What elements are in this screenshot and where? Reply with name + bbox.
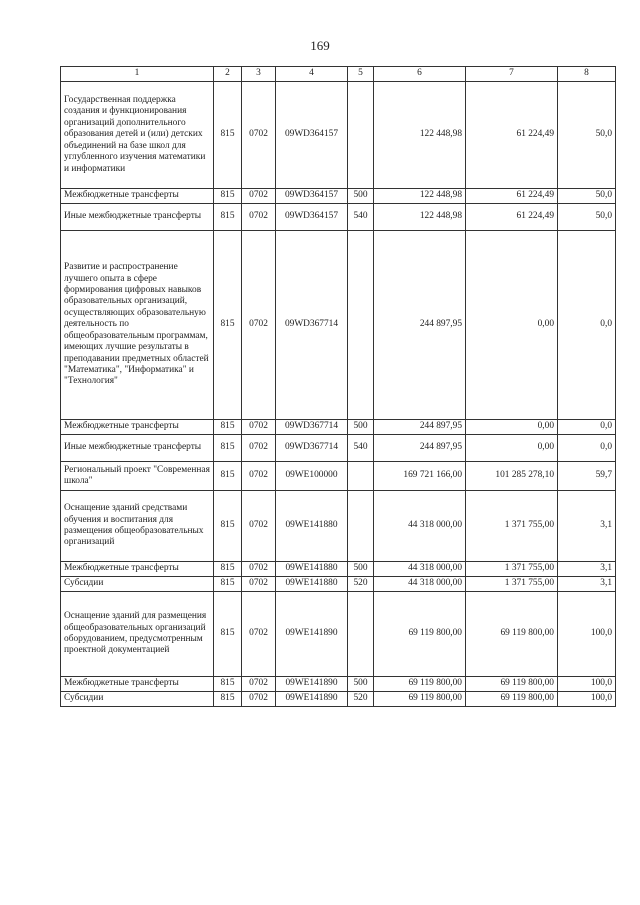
row-col6: 44 318 000,00	[374, 491, 466, 562]
row-col7: 61 224,49	[466, 82, 558, 189]
column-header-1: 1	[61, 67, 214, 82]
row-name: Иные межбюджетные трансферты	[61, 204, 214, 231]
table-row	[61, 577, 616, 592]
page-number: 169	[310, 38, 330, 53]
row-name: Государственная поддержка создания и функционирования организаций дополнительного образования детей и (или) детских объединений на базе школ для углубленного изучения математики и информатики	[61, 82, 214, 189]
row-col7: 61 224,49	[466, 204, 558, 231]
row-col8: 3,1	[558, 491, 616, 562]
row-col6: 244 897,95	[374, 231, 466, 420]
row-col4: 09WD364157	[276, 82, 348, 189]
row-col4: 09WD364157	[276, 204, 348, 231]
row-col8: 0,0	[558, 231, 616, 420]
row-col2: 815	[214, 204, 242, 231]
row-col6: 69 119 800,00	[374, 677, 466, 692]
row-col4: 09WE141890	[276, 592, 348, 677]
row-col8: 0,0	[558, 435, 616, 462]
row-col3: 0702	[242, 562, 276, 577]
row-col7: 1 371 755,00	[466, 577, 558, 592]
row-col5: 540	[348, 204, 374, 231]
row-col4: 09WE141890	[276, 692, 348, 707]
row-col5: 500	[348, 420, 374, 435]
row-col2: 815	[214, 562, 242, 577]
row-col6: 122 448,98	[374, 82, 466, 189]
row-col2: 815	[214, 420, 242, 435]
column-header-4: 4	[276, 67, 348, 82]
column-header-5: 5	[348, 67, 374, 82]
table-row	[61, 420, 616, 435]
column-header-8: 8	[558, 67, 616, 82]
row-col4: 09WD367714	[276, 231, 348, 420]
row-col7: 0,00	[466, 420, 558, 435]
row-name: Оснащение зданий средствами обучения и воспитания для размещения общеобразовательных организаций	[61, 491, 214, 562]
row-col5	[348, 231, 374, 420]
row-col3: 0702	[242, 231, 276, 420]
row-col7: 1 371 755,00	[466, 562, 558, 577]
row-col2: 815	[214, 577, 242, 592]
table-row	[61, 677, 616, 692]
row-col8: 0,0	[558, 420, 616, 435]
row-col2: 815	[214, 231, 242, 420]
row-col5: 520	[348, 692, 374, 707]
row-name: Межбюджетные трансферты	[61, 562, 214, 577]
row-col7: 0,00	[466, 435, 558, 462]
row-col2: 815	[214, 435, 242, 462]
row-col7: 69 119 800,00	[466, 592, 558, 677]
row-col7: 1 371 755,00	[466, 491, 558, 562]
table-row	[61, 462, 616, 491]
row-col7: 0,00	[466, 231, 558, 420]
row-col6: 122 448,98	[374, 189, 466, 204]
row-col4: 09WE141880	[276, 491, 348, 562]
row-col6: 44 318 000,00	[374, 577, 466, 592]
row-col6: 122 448,98	[374, 204, 466, 231]
table-row	[61, 692, 616, 707]
row-name: Региональный проект "Современная школа"	[61, 462, 214, 491]
table-row	[61, 204, 616, 231]
column-header-6: 6	[374, 67, 466, 82]
row-col2: 815	[214, 491, 242, 562]
row-name: Субсидии	[61, 577, 214, 592]
column-header-7: 7	[466, 67, 558, 82]
row-col5: 520	[348, 577, 374, 592]
row-col5: 500	[348, 677, 374, 692]
row-col8: 100,0	[558, 592, 616, 677]
table-row	[61, 189, 616, 204]
row-col3: 0702	[242, 577, 276, 592]
row-col4: 09WE141880	[276, 562, 348, 577]
table-row	[61, 82, 616, 189]
row-name: Межбюджетные трансферты	[61, 420, 214, 435]
row-col2: 815	[214, 592, 242, 677]
table-row	[61, 592, 616, 677]
row-col3: 0702	[242, 435, 276, 462]
row-col8: 3,1	[558, 577, 616, 592]
row-name: Субсидии	[61, 692, 214, 707]
row-col8: 50,0	[558, 82, 616, 189]
row-col7: 61 224,49	[466, 189, 558, 204]
row-name: Иные межбюджетные трансферты	[61, 435, 214, 462]
row-col3: 0702	[242, 491, 276, 562]
row-name: Межбюджетные трансферты	[61, 189, 214, 204]
column-header-3: 3	[242, 67, 276, 82]
row-col2: 815	[214, 692, 242, 707]
row-col4: 09WD367714	[276, 435, 348, 462]
row-col6: 244 897,95	[374, 420, 466, 435]
row-col8: 3,1	[558, 562, 616, 577]
row-col4: 09WE141890	[276, 677, 348, 692]
table-row	[61, 562, 616, 577]
row-col5	[348, 462, 374, 491]
row-col7: 101 285 278,10	[466, 462, 558, 491]
row-name: Развитие и распространение лучшего опыта в сфере формирования цифровых навыков образовательных организаций, осуществляющих образовательную деятельность по общеобразовательным программам, имеющих лучшие результаты в преподавании предметных областей "Математика", "Информатика" и "Технология"	[61, 231, 214, 420]
row-col5	[348, 592, 374, 677]
row-col3: 0702	[242, 82, 276, 189]
row-col6: 244 897,95	[374, 435, 466, 462]
row-col6: 69 119 800,00	[374, 692, 466, 707]
table-row	[61, 435, 616, 462]
row-name: Межбюджетные трансферты	[61, 677, 214, 692]
table-row	[61, 491, 616, 562]
row-col3: 0702	[242, 420, 276, 435]
row-col4: 09WE141880	[276, 577, 348, 592]
row-col3: 0702	[242, 189, 276, 204]
row-col6: 69 119 800,00	[374, 592, 466, 677]
row-col3: 0702	[242, 692, 276, 707]
row-col4: 09WE100000	[276, 462, 348, 491]
budget-table	[60, 66, 616, 707]
row-col3: 0702	[242, 204, 276, 231]
row-col5: 500	[348, 189, 374, 204]
row-col5: 500	[348, 562, 374, 577]
row-col7: 69 119 800,00	[466, 677, 558, 692]
row-col5: 540	[348, 435, 374, 462]
row-col7: 69 119 800,00	[466, 692, 558, 707]
row-col2: 815	[214, 189, 242, 204]
row-col4: 09WD364157	[276, 189, 348, 204]
row-col2: 815	[214, 82, 242, 189]
row-col6: 44 318 000,00	[374, 562, 466, 577]
row-col5	[348, 491, 374, 562]
row-col2: 815	[214, 677, 242, 692]
column-header-2: 2	[214, 67, 242, 82]
row-col5	[348, 82, 374, 189]
row-col3: 0702	[242, 677, 276, 692]
header-row	[61, 67, 616, 82]
table-row	[61, 231, 616, 420]
row-col8: 59,7	[558, 462, 616, 491]
row-col3: 0702	[242, 462, 276, 491]
row-col3: 0702	[242, 592, 276, 677]
row-col4: 09WD367714	[276, 420, 348, 435]
row-col2: 815	[214, 462, 242, 491]
row-col8: 50,0	[558, 189, 616, 204]
row-col8: 100,0	[558, 677, 616, 692]
row-name: Оснащение зданий для размещения общеобразовательных организаций оборудованием, предусмотренным проектной документацией	[61, 592, 214, 677]
row-col8: 100,0	[558, 692, 616, 707]
row-col6: 169 721 166,00	[374, 462, 466, 491]
row-col8: 50,0	[558, 204, 616, 231]
